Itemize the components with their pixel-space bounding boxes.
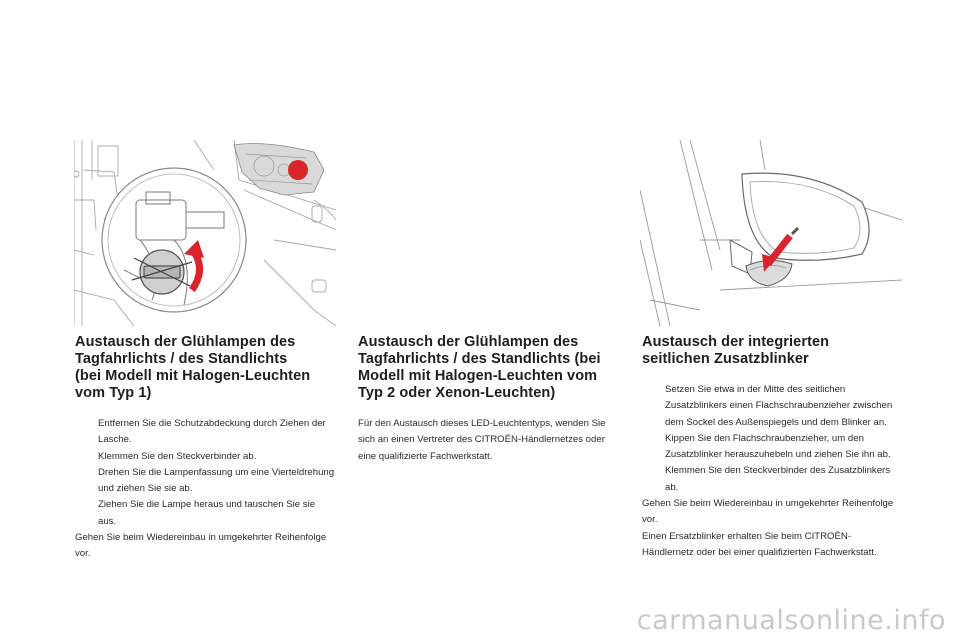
section-title (642, 334, 900, 368)
step-list (75, 416, 335, 530)
note-text: Für den Austausch dieses LED-Leuchtentyps, wenden Sie sich an einen Vertreter des CITROËN-Händlernetzes oder eine qualifizierte Fachwerkstatt. (358, 418, 606, 462)
mirror-indicator-illustration (640, 140, 902, 326)
step-item (642, 463, 900, 496)
step-text: Setzen Sie etwa in der Mitte des seitlichen Zusatzblinkers einen Flachschraubenzieher zwischen dem Sockel des Außenspiegels und dem Blinker an. (665, 384, 893, 428)
section-halogen-type1 (75, 334, 335, 563)
section-title (75, 334, 335, 402)
step-text: Ziehen Sie die Lampe heraus und tauschen Sie sie aus. (98, 499, 316, 527)
title-line: Austausch der Glühlampen des (75, 334, 296, 350)
title-line: Typ 2 oder Xenon-Leuchten) (358, 385, 556, 401)
title-line: vom Typ 1) (75, 385, 152, 401)
mirror-drawing (640, 140, 902, 326)
step-text: Entfernen Sie die Schutzabdeckung durch Ziehen der Lasche. (98, 418, 326, 446)
title-line: Modell mit Halogen-Leuchten vom (358, 368, 598, 384)
note-text: Gehen Sie beim Wiedereinbau in umgekehrter Reihenfolge vor. (642, 498, 894, 526)
step-item (642, 431, 900, 464)
step-item (75, 449, 335, 465)
step-item (75, 465, 335, 498)
section-title (358, 334, 618, 402)
step-list (642, 382, 900, 496)
step-item (642, 382, 900, 431)
note-text: Gehen Sie beim Wiedereinbau in umgekehrter Reihenfolge vor. (75, 532, 327, 560)
step-text: Kippen Sie den Flachschraubenzieher, um den Zusatzblinker herauszuhebeln und ziehen Sie ihn ab. (665, 432, 891, 461)
title-line: Tagfahrlichts / des Standlichts (bei (358, 351, 601, 367)
section-side-indicator (642, 334, 900, 561)
headlamp-drawing (74, 140, 336, 326)
title-line: (bei Modell mit Halogen-Leuchten (75, 368, 311, 384)
section-halogen-type2-xenon (358, 334, 618, 465)
title-line: Austausch der integrierten (642, 334, 830, 350)
title-line: Tagfahrlichts / des Standlichts (75, 351, 288, 367)
step-text: Drehen Sie die Lampenfassung um eine Vierteldrehung und ziehen Sie sie ab. (98, 466, 335, 495)
step-item (75, 497, 335, 530)
title-line: seitlichen Zusatzblinker (642, 351, 809, 367)
step-text: Klemmen Sie den Steckverbinder ab. (98, 450, 257, 462)
title-line: Austausch der Glühlampen des (358, 334, 579, 350)
note-text: Einen Ersatzblinker erhalten Sie beim CITROËN-Händlernetz oder bei einer qualifizierten Fachwerkstatt. (642, 530, 877, 558)
watermark: carmanualsonline.info (636, 605, 946, 636)
step-item (75, 416, 335, 449)
step-text: Klemmen Sie den Steckverbinder des Zusatzblinkers ab. (665, 465, 891, 493)
headlamp-bulb-illustration (74, 140, 336, 326)
